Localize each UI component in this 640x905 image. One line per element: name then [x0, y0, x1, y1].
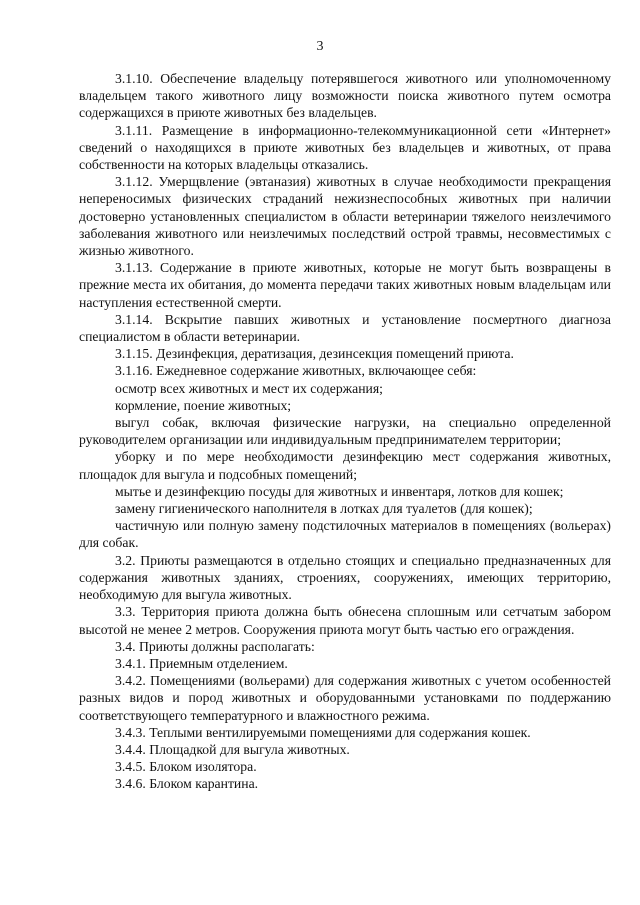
paragraph: 3.1.12. Умерщвление (эвтаназия) животных в случае необходимости прекращения непереносимых физических страданий нежизнеспособных животных при наличии достоверно установленных специалистом в области ветеринарии тяжелого неизлечимого заболевания животного или неизлечимых последствий острой травмы, несовместимых с жизнью животного. — [79, 174, 611, 259]
paragraph: частичную или полную замену подстилочных материалов в помещениях (вольерах) для собак. — [79, 518, 611, 551]
paragraph: 3.4.2. Помещениями (вольерами) для содержания животных с учетом особенностей разных видов и пород животных и оборудованными установками по поддержанию соответствующего температурного и влажностного режима. — [79, 673, 611, 723]
paragraph: 3.1.14. Вскрытие павших животных и установление посмертного диагноза специалистом в области ветеринарии. — [79, 311, 611, 345]
paragraph: 3.1.13. Содержание в приюте животных, которые не могут быть возвращены в прежние места их обитания, до момента передачи таких животных новым владельцам или наступления естественной смерти. — [79, 260, 611, 310]
paragraph: 3.4.6. Блоком карантина. — [115, 776, 259, 792]
page-number: 3 — [316, 39, 324, 54]
paragraph: 3.4.4. Площадкой для выгула животных. — [115, 741, 350, 757]
paragraph: замену гигиенического наполнителя в лотках для туалетов (для кошек); — [115, 501, 533, 517]
paragraph: 3.4. Приюты должны располагать: — [115, 638, 315, 654]
paragraph: 3.1.15. Дезинфекция, дератизация, дезинсекция помещений приюта. — [115, 346, 514, 362]
paragraph: 3.2. Приюты размещаются в отдельно стоящих и специально предназначенных для содержания животных зданиях, строениях, сооружениях, имеющих территорию, необходимую для выгула животных. — [79, 552, 611, 603]
paragraph: мытье и дезинфекцию посуды для животных и инвентаря, лотков для кошек; — [115, 483, 564, 499]
paragraph: 3.4.5. Блоком изолятора. — [115, 759, 257, 775]
paragraph: кормление, поение животных; — [115, 397, 292, 413]
paragraph: 3.4.3. Теплыми вентилируемыми помещениями для содержания кошек. — [115, 724, 531, 740]
paragraph: уборку и по мере необходимости дезинфекцию мест содержания животных, площадок для выгула и подсобных помещений; — [79, 449, 611, 482]
paragraph: осмотр всех животных и мест их содержания; — [115, 380, 383, 396]
paragraph: 3.3. Территория приюта должна быть обнесена сплошным или сетчатым забором высотой не менее 2 метров. Сооружения приюта могут быть частью его ограждения. — [79, 604, 611, 637]
paragraph: 3.4.1. Приемным отделением. — [115, 655, 288, 671]
paragraph: 3.1.10. Обеспечение владельцу потерявшегося животного или уполномоченному владельцем такого животного лицу возможности поиска животного путем осмотра содержащихся в приюте животных без владельцев. — [79, 71, 611, 121]
document-body — [79, 70, 611, 793]
paragraph: 3.1.11. Размещение в информационно-телекоммуникационной сети «Интернет» сведений о находящихся в приюте животных без владельцев и животных, от права собственности на которых владельцы отказались. — [79, 122, 611, 173]
paragraph: выгул собак, включая физические нагрузки, на специально определенной руководителем организации или индивидуальным предпринимателем территории; — [79, 415, 611, 448]
paragraph: 3.1.16. Ежедневное содержание животных, включающее себя: — [115, 363, 477, 379]
